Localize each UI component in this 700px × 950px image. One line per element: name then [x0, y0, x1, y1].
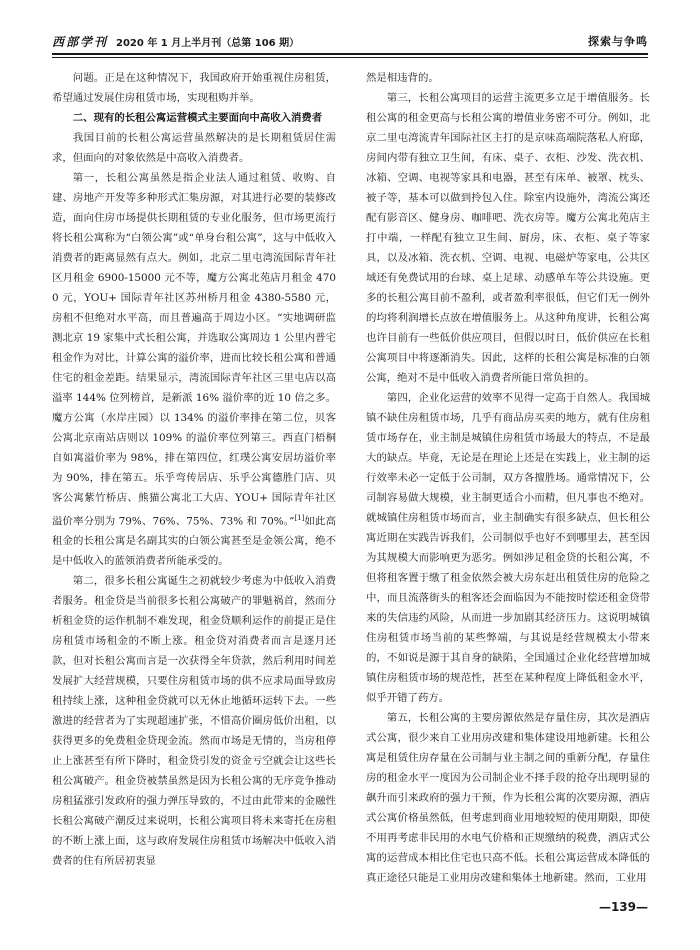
journal-masthead: 西部学刊 [52, 34, 109, 49]
paragraph: 第三，长租公寓项目的运营主流更多立足于增值服务。长租公寓的租金更高与长租公寓的增值业务密不可分。例如，北京二里屯湾流青年国际社区主打的是京味高端院落私人府邸，房间内带有独立卫生间，有床、桌子、衣柜、沙发、洗衣机、冰箱、空调、电视等家具和电器，甚至有床单、被罩、枕头、被子等，基本可以做到拎包入住。除室内设施外，湾流公寓还配有影音区、健身房、咖啡吧、洗衣房等。魔方公寓北苑店主打中端，一样配有独立卫生间、厨房，床、衣柜、桌子等家具，以及冰箱、洗衣机、空调、电视、电磁炉等家电，公共区域还有免费试用的台球、桌上足球、动感单车等公共设施。更多的长租公寓目前不盈利，或者盈利率很低，但它们无一例外的均将利润增长点放在增值服务上。从这种角度讲，长租公寓也许目前有一些低价供应项目，但假以时日，低价供应在长租公寓项目中将逐渐消失。因此，这样的长租公寓是标准的白领公寓，绝对不是中低收入消费者所能日常负担的。 [366, 92, 650, 384]
section-heading: 二、现有的长租公寓运营模式主要面向中高收入消费者 [72, 112, 323, 124]
paragraph-text: 第一，长租公寓虽然是指企业法人通过租赁、收购、自建、房地产开发等多种形式汇集房源，对其进行必要的装修改造，面向住房市场提供长期租赁的专业化服务，但市场更流行将长租公寓称为“白领公寓”或“单身台租公寓”，这与中低收入消费者的距离显然有点大。例如，北京二里屯湾流国际青年社区月租金 6900-15000 元不等，魔方公寓北苑店月租金 4700 元，YOU+ 国际青年社区苏州桥月租金 4380-5580 元，房租不但绝对水平高，而且普遍高于周边小区。“实地调研监测北京 19 家集中式长租公寓，并选取公寓周边 1 公里内普宅租金作为对比，计算公寓的溢价率，进而比较长租公寓和普通住宅的租金差距。结果显示，湾流国际青年社区三里屯店以高溢率 144% 位列榜首，是新派 16% 溢价率的近 10 倍之多。魔方公寓（水岸庄园）以 134% 的溢价率排在第二位，贝客公寓北京南站店则以 109% 的溢价率位列第三。西直门梧桐自如寓溢价率为 98%，排在第四位，红璞公寓安居坊溢价率为 90%，排在第五。乐乎弯传居店、乐乎公寓德胜门店、贝客公寓紫竹桥店、熊猫公寓北工大店、YOU+ 国际青年社区溢价率分别为 79%、76%、75%、73% 和 70%。” [52, 172, 336, 528]
page-header [52, 31, 648, 51]
paragraph [52, 168, 336, 571]
header-left [52, 33, 299, 50]
paragraph: 我国目前的长租公寓运营虽然解决的是长期租赁居住需求，但面向的对象依然是中高收入消费者。 [52, 132, 336, 164]
paragraph: 然是相违背的。 [366, 72, 439, 84]
left-column [52, 68, 336, 871]
citation-ref: [1] [294, 514, 305, 522]
header-rule-thin [52, 57, 648, 58]
paragraph: 第二，很多长租公寓诞生之初就较少考虑为中低收入消费者服务。租金贷是当前很多长租公寓破产的罪魁祸首，然而分析租金贷的运作机制不难发现，租金贷顺利运作的前提正是住房租赁市场租金的不断上涨。租金贷对消费者而言是逐月还款，但对长租公寓而言是一次获得全年贷款，然后利用时间差发展扩大经营规模，只要住房租赁市场的供不应求局面导致房租持续上涨，这种租金贷就可以无休止地循环运转下去。一些激进的经营者为了实现超速扩张，不惜高价圈房低价出租，以获得更多的免费租金贷现金流。然而市场是无情的，当房租停止上涨甚至有所下降时，租金贷引发的资金亏空就会让这些长租公寓破产。租金贷被禁虽然是因为长租公寓的无序竞争推动房租猛涨引发政府的强力弹压导致的，不过由此带来的金融性长租公寓破产潮反过来说明，长租公寓项目将未来寄托在房租的不断上涨上面，这与政府发展住房租赁市场解决中低收入消费者的住有所居初衷显 [52, 575, 336, 868]
issue-info: 2020 年 1 月上半月刊（总第 106 期） [116, 37, 300, 49]
paragraph: 第五，长租公寓的主要房源依然是存量住房，其次是酒店式公寓，很少来自工业用房改建和集体建设用地新建。长租公寓是租赁住房存量在公司制与业主制之间的重新分配，存量住房的租金水平一度因为公司制企业不择手段的抢夺出现明显的飙升而引来政府的强力干预，作为长租公寓的次要房源，酒店式公寓价格虽然低，但考虑到商业用地较短的使用期限，即使不用再考虑非民用的水电气价格和正规缴纳的税费，酒店式公寓的运营成本相比住宅也只高不低。长租公寓运营成本降低的真正途径只能是工业用房改建和集体土地新建。然而，工业用 [366, 712, 650, 884]
paragraph: 问题。正是在这种情况下，我国政府开始重视住房租赁，希望通过发展住房租赁市场，实现租购并举。 [52, 72, 336, 104]
right-column [366, 68, 650, 888]
paragraph-text: 如此高租金的长租公寓是名副其实的白领公寓甚至是金领公寓，绝不是中低收入的蓝领消费者所能承受的。 [52, 515, 337, 568]
paragraph: 第四，企业化运营的效率不见得一定高于自然人。我国城镇不缺住房租赁市场，几乎有商品房买卖的地方，就有住房租赁市场存在，业主制是城镇住房租赁市场最大的特点，不是最大的缺点。毕竟，无论是在理论上还是在实践上，业主制的运行效率未必一定低于公司制，双方各擅胜场。通常情况下，公司制容易做大规模，业主制更适合小而精，但凡事也不绝对。就城镇住房租赁市场而言，业主制确实有很多缺点，但长租公寓近期在实践告诉我们，公司制似乎也好不到哪里去，甚至因为其规模大而影响更为恶劣。例如涉足租金贷的长租公寓，不但将租客置于缴了租金依然会被大房东赶出租赁住房的危险之中，而且流落街头的租客还会面临因为不能按时偿还租金贷带来的失信违约风险，从而进一步加剧其经济压力。这说明城镇住房租赁市场当前的某些弊端，与其说是经营规模太小带来的，不如说是源于其自身的缺陷，全国通过企业化经营增加城镇住房租赁市场的规范性，甚至在某种程度上降低租金水平，似乎开错了药方。 [366, 392, 650, 704]
page-number: —139— [598, 900, 648, 914]
header-rule-thick [52, 53, 648, 55]
column-name: 探索与争鸣 [588, 35, 648, 48]
